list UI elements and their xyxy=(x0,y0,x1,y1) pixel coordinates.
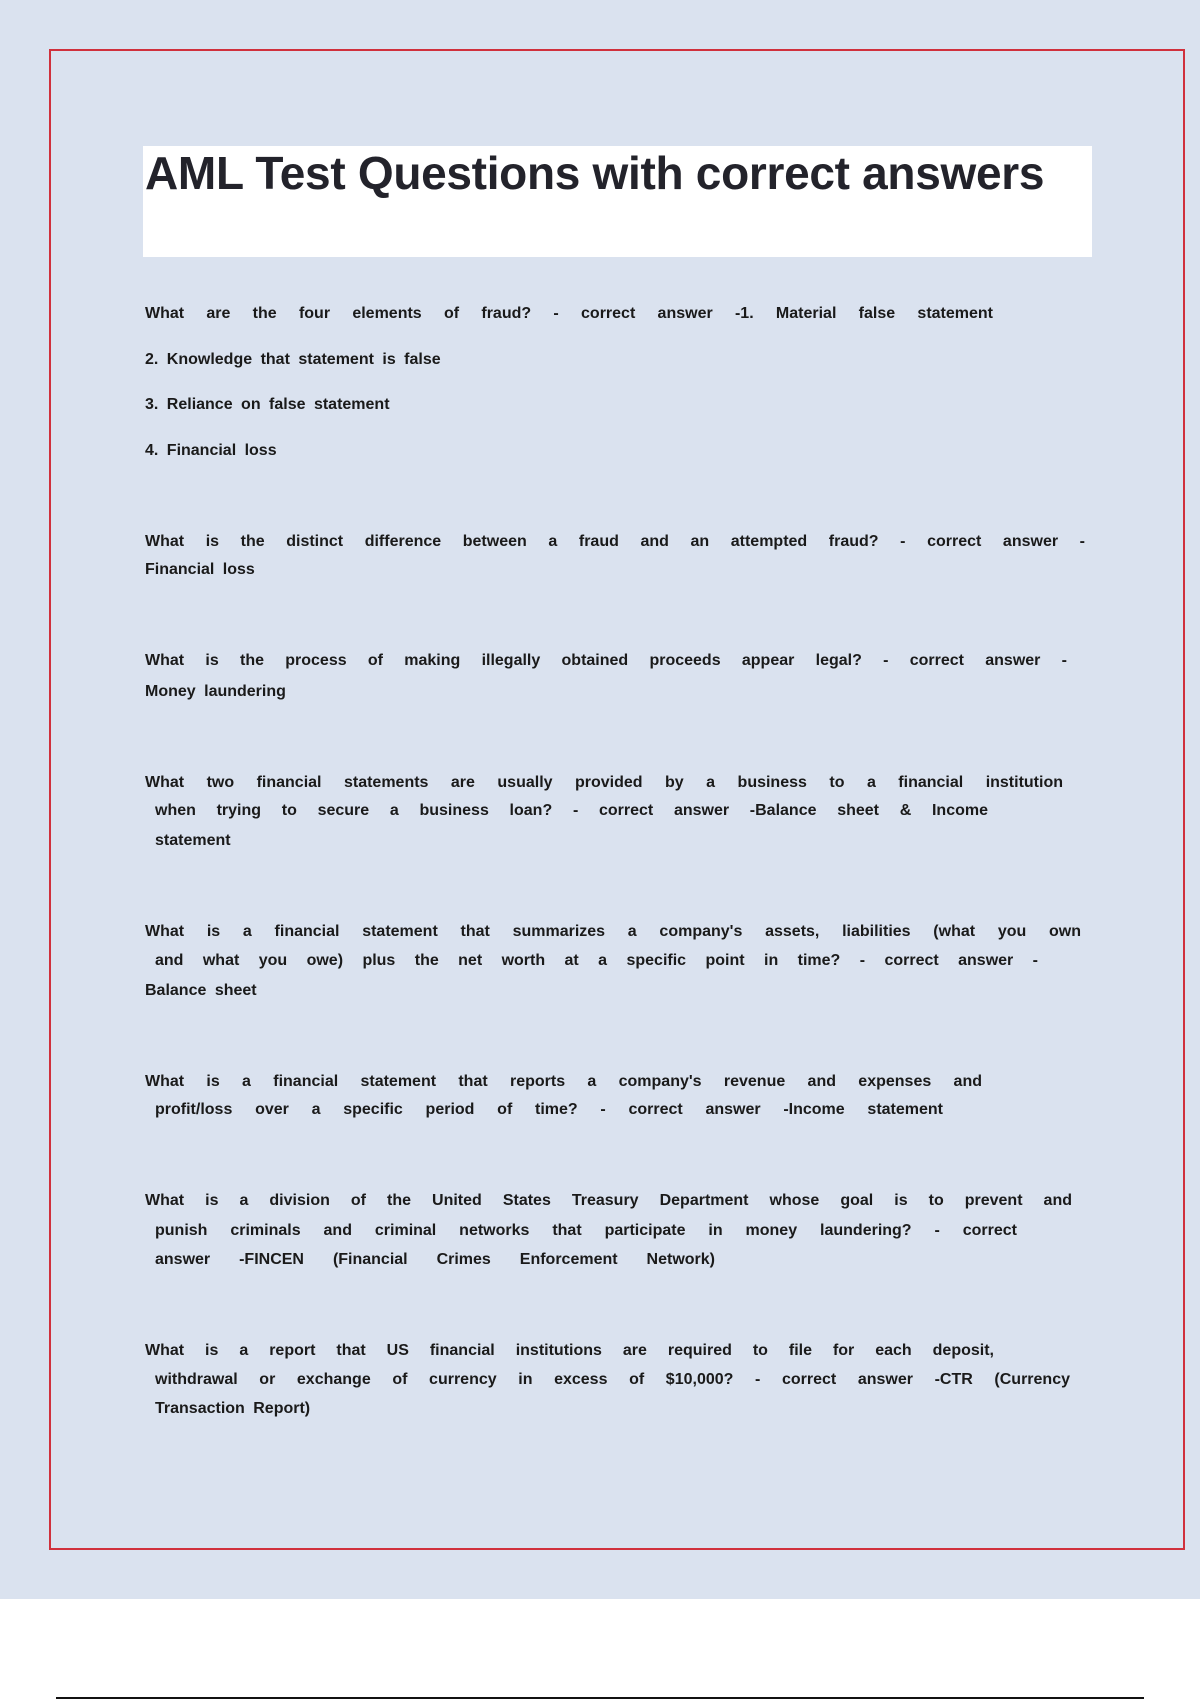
question-line: withdrawal or exchange of currency in excess of $10,000? - correct answer -CTR (Currency xyxy=(155,1371,1070,1388)
answer-line: 3. Reliance on false statement xyxy=(145,396,390,413)
question-line: What is the process of making illegally obtained proceeds appear legal? - correct answer - xyxy=(145,652,1067,669)
answer-line: 2. Knowledge that statement is false xyxy=(145,351,441,368)
question-line: profit/loss over a specific period of time? - correct answer -Income statement xyxy=(155,1101,943,1118)
page-title: AML Test Questions with correct answers xyxy=(145,147,1045,199)
question-line: and what you owe) plus the net worth at a specific point in time? - correct answer - xyxy=(155,952,1038,969)
answer-line: Transaction Report) xyxy=(155,1400,311,1417)
question-line: What are the four elements of fraud? - correct answer -1. Material false statement xyxy=(145,305,993,322)
answer-line: statement xyxy=(155,832,231,849)
question-line: What is a division of the United States Treasury Department whose goal is to prevent and xyxy=(145,1192,1072,1209)
question-line: What two financial statements are usually provided by a business to a financial institution xyxy=(145,774,1063,791)
page-border xyxy=(49,49,1185,1550)
question-line: What is the distinct difference between a fraud and an attempted fraud? - correct answer - xyxy=(145,533,1085,550)
question-line: What is a report that US financial institutions are required to file for each deposit, xyxy=(145,1342,994,1359)
answer-line: Balance sheet xyxy=(145,982,257,999)
question-line: when trying to secure a business loan? - correct answer -Balance sheet & Income xyxy=(155,802,988,819)
answer-line: 4. Financial loss xyxy=(145,442,277,459)
bottom-divider xyxy=(56,1697,1144,1699)
question-line: punish criminals and criminal networks that participate in money laundering? - correct xyxy=(155,1222,1017,1239)
answer-line: answer -FINCEN (Financial Crimes Enforcement Network) xyxy=(155,1251,715,1268)
question-line: What is a financial statement that summarizes a company's assets, liabilities (what you own xyxy=(145,923,1081,940)
answer-line: Money laundering xyxy=(145,683,286,700)
question-line: What is a financial statement that reports a company's revenue and expenses and xyxy=(145,1073,982,1090)
answer-line: Financial loss xyxy=(145,561,255,578)
